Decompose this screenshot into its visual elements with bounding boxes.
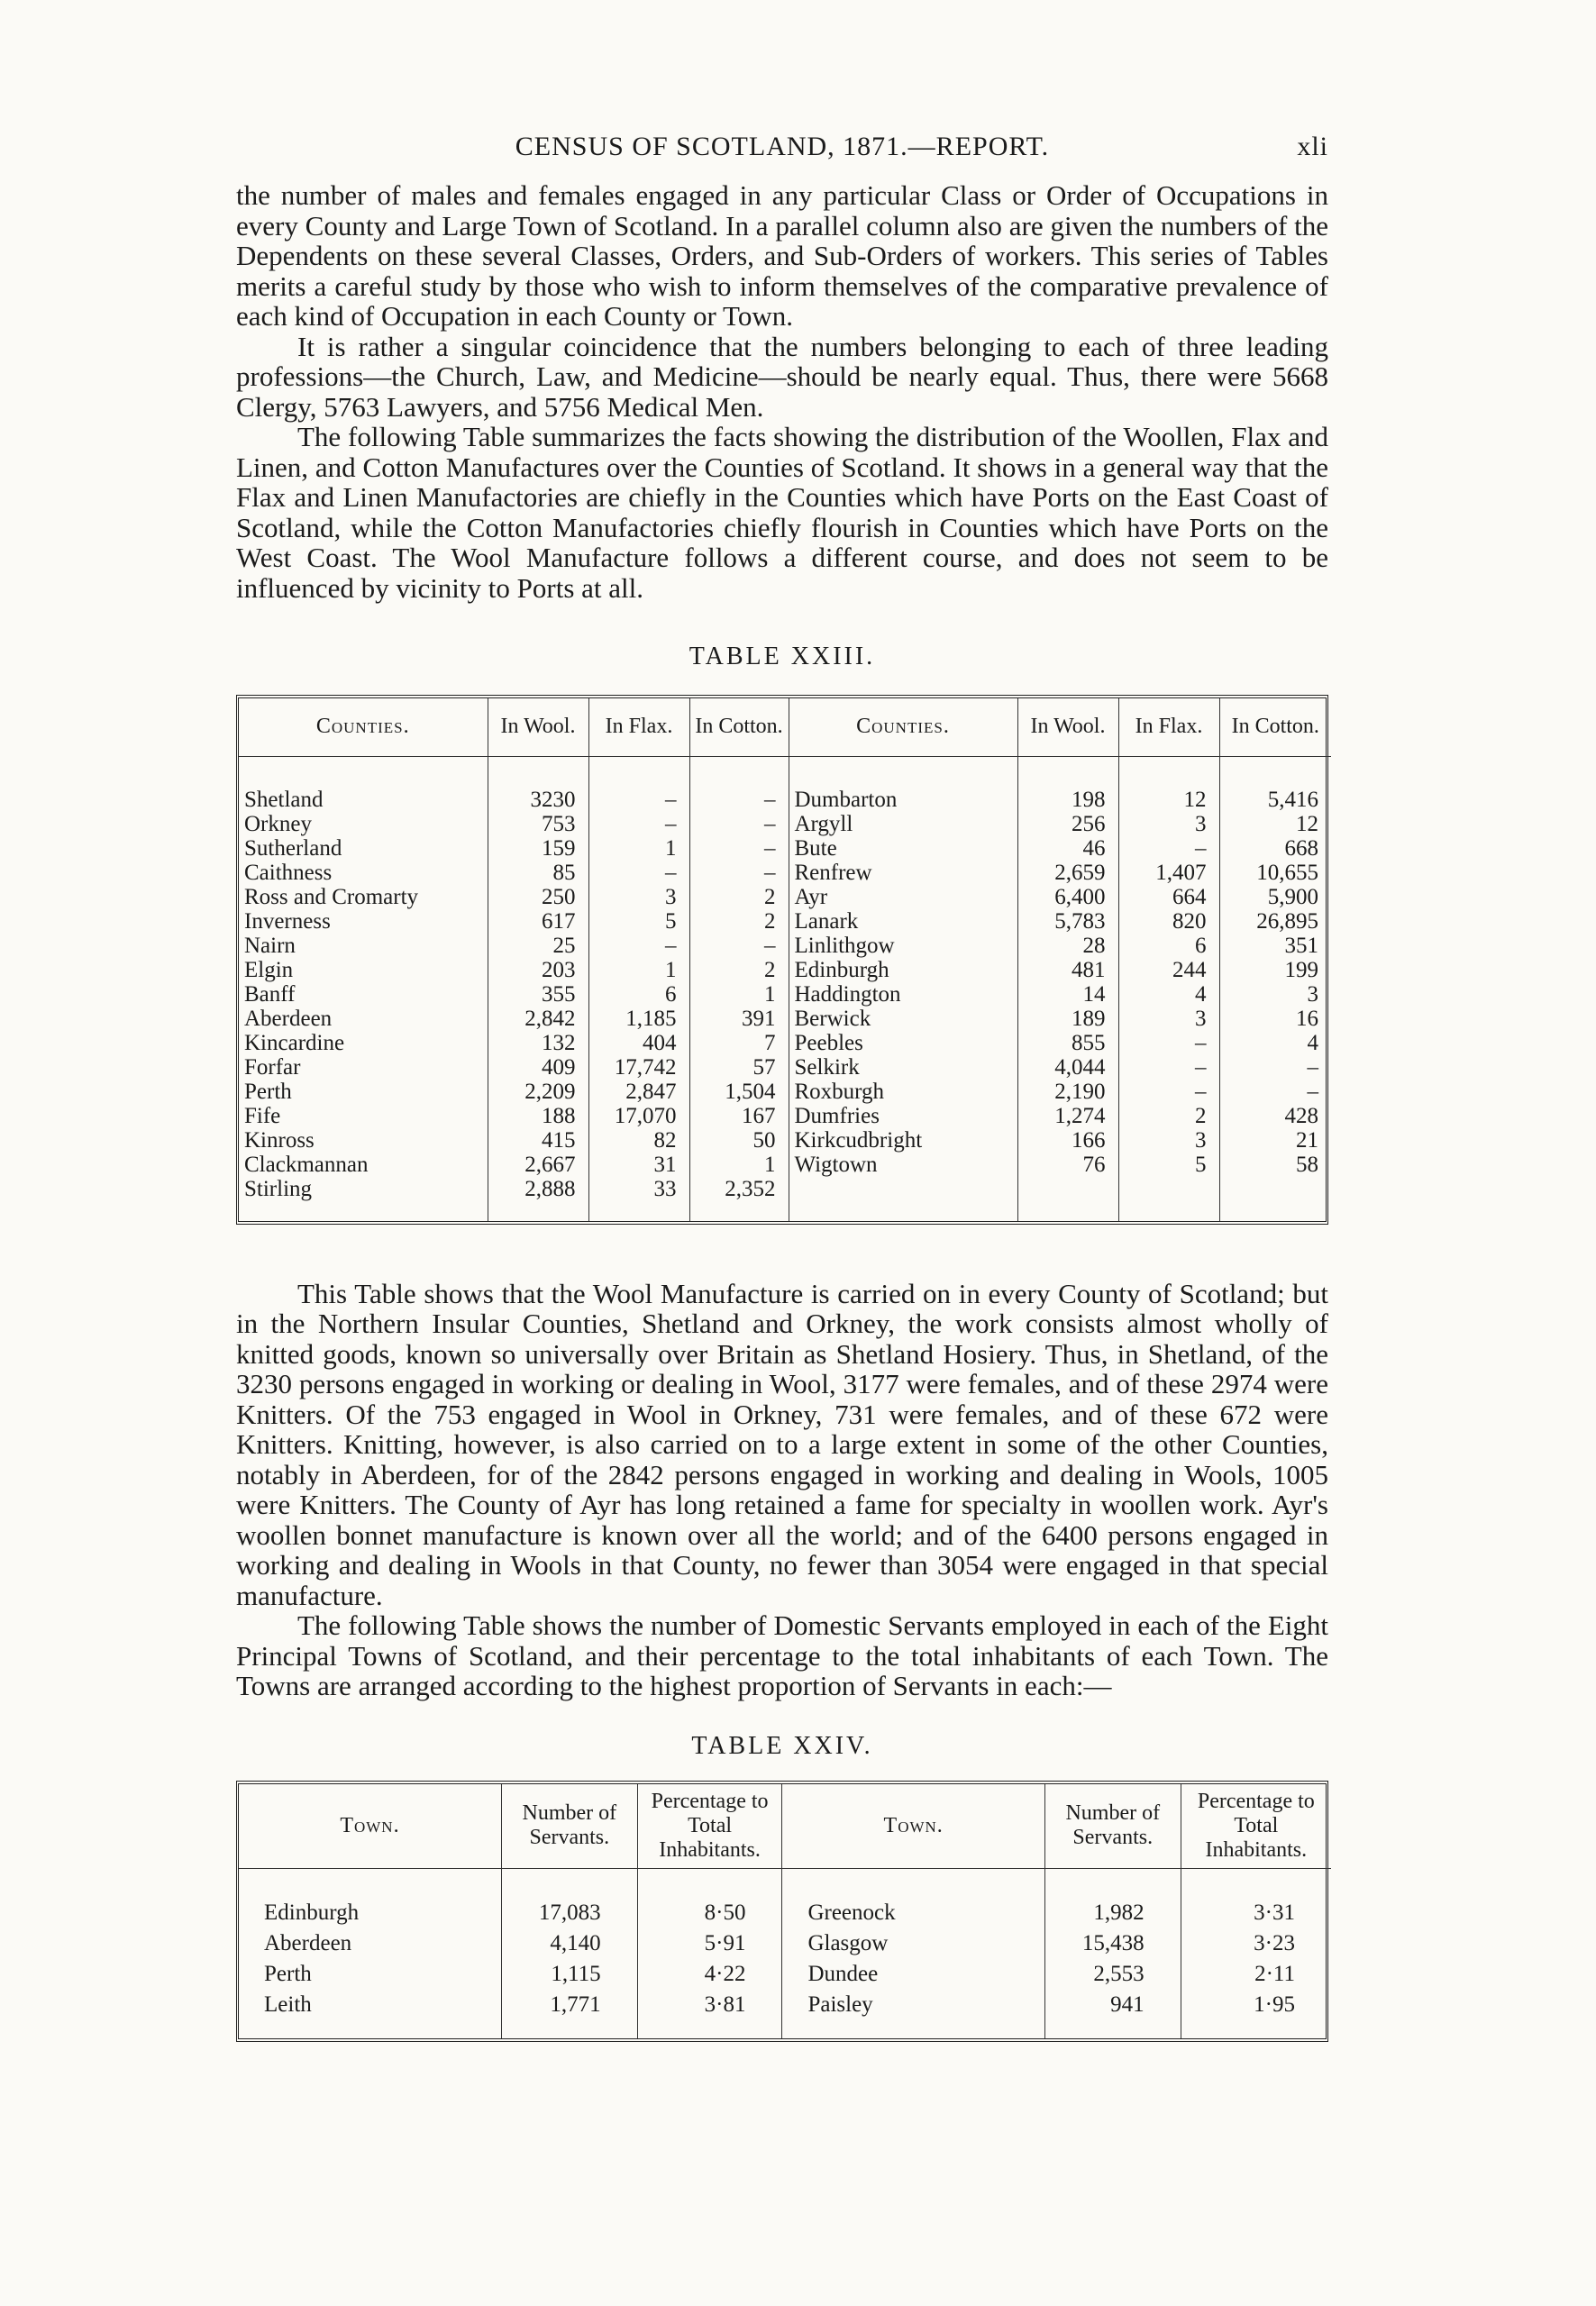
table-row xyxy=(239,1080,1331,1104)
flax-count: 3 xyxy=(1118,812,1219,836)
wool-count: 5,783 xyxy=(1017,909,1118,934)
running-title: CENSUS OF SCOTLAND, 1871.—REPORT. xyxy=(515,132,1050,161)
town-name: Leith xyxy=(264,1992,312,2017)
county-name: Peebles xyxy=(789,1031,1017,1055)
cotton-count: 428 xyxy=(1219,1104,1331,1128)
county-name: Edinburgh xyxy=(789,958,1017,982)
table-24-body xyxy=(239,1868,1331,2038)
flax-count: 5 xyxy=(588,909,689,934)
town-name: Glasgow xyxy=(782,1928,1044,1959)
flax-count: 33 xyxy=(588,1177,689,1221)
paragraph-3: The following Table summarizes the facts showing the distribution of the Woollen, Flax and Linen, and Cotton Manufactures over the Counties of Scotland. It shows in a general way that the Flax and Linen Manufactories are chiefly in the Counties which have Ports on the East Coast of Scotland, while the Cotton Manufactories chiefly flourish in Counties which have Ports on the West Coast. The Wool Manufacture follows a different course, and does not seem to be influenced by vicinity to Ports at all. xyxy=(236,421,1328,604)
wool-count: 256 xyxy=(1017,812,1118,836)
cotton-count: 5,900 xyxy=(1219,885,1331,909)
cotton-count: – xyxy=(689,934,789,958)
county-name: Sutherland xyxy=(244,835,342,861)
percentage-value: 3·81 xyxy=(637,1990,782,2038)
wool-count: 203 xyxy=(488,958,588,982)
county-name: Kirkcudbright xyxy=(789,1128,1017,1153)
table-row xyxy=(239,1007,1331,1031)
servants-count: 15,438 xyxy=(1044,1928,1181,1959)
cotton-count: 167 xyxy=(689,1104,789,1128)
flax-count: 664 xyxy=(1118,885,1219,909)
table-row xyxy=(239,1868,1331,1928)
cotton-count: 668 xyxy=(1219,836,1331,861)
wool-count: 617 xyxy=(488,909,588,934)
flax-count: – xyxy=(588,934,689,958)
table-row xyxy=(239,1153,1331,1177)
wool-count: 46 xyxy=(1017,836,1118,861)
running-head xyxy=(236,126,1328,180)
percentage-value: 3·31 xyxy=(1181,1868,1331,1928)
table-23-header-row xyxy=(239,698,1331,756)
flax-count: 17,070 xyxy=(588,1104,689,1128)
county-name: Orkney xyxy=(244,811,312,836)
wool-count: 2,190 xyxy=(1017,1080,1118,1104)
table-23 xyxy=(239,698,1331,1221)
county-name: Lanark xyxy=(789,909,1017,934)
flax-count: 82 xyxy=(588,1128,689,1153)
table-row xyxy=(239,1928,1331,1959)
county-name: Caithness xyxy=(244,860,333,885)
table-row xyxy=(239,861,1331,885)
wool-count: 3230 xyxy=(488,756,588,812)
cotton-count: 12 xyxy=(1219,812,1331,836)
wool-count: 2,209 xyxy=(488,1080,588,1104)
table-23-frame xyxy=(236,695,1328,1225)
cotton-count: 199 xyxy=(1219,958,1331,982)
county-name: Ross and Cromarty xyxy=(244,884,419,909)
county-name: Nairn xyxy=(244,933,296,958)
paragraph-2: It is rather a singular coincidence that the numbers belonging to each of three leading professions—the Church, Law, and Medicine—should be nearly equal. Thus, there were 5668 Clergy, 5763 Lawyers, and 5756 Medical Men. xyxy=(236,330,1328,423)
flax-count: – xyxy=(1118,1031,1219,1055)
wool-count: 855 xyxy=(1017,1031,1118,1055)
wool-count: 28 xyxy=(1017,934,1118,958)
wool-count: 85 xyxy=(488,861,588,885)
table-row xyxy=(239,934,1331,958)
wool-count: 6,400 xyxy=(1017,885,1118,909)
wool-count: 159 xyxy=(488,836,588,861)
wool-count: 753 xyxy=(488,812,588,836)
flax-count: 820 xyxy=(1118,909,1219,934)
county-name: Elgin xyxy=(244,957,294,982)
cotton-count: 391 xyxy=(689,1007,789,1031)
table-row xyxy=(239,812,1331,836)
table-row xyxy=(239,1104,1331,1128)
table-row xyxy=(239,756,1331,812)
percentage-value: 2·11 xyxy=(1181,1959,1331,1990)
table-row xyxy=(239,982,1331,1007)
cotton-count: 57 xyxy=(689,1055,789,1080)
table-24-frame xyxy=(236,1781,1328,2042)
county-name: Dumbarton xyxy=(789,756,1017,812)
servants-count: 941 xyxy=(1044,1990,1181,2038)
flax-count: 1 xyxy=(588,958,689,982)
county-name: Bute xyxy=(789,836,1017,861)
county-name: Inverness xyxy=(244,908,331,934)
county-name: Clackmannan xyxy=(244,1152,369,1177)
town-name: Aberdeen xyxy=(264,1930,352,1955)
table-24-title: TABLE XXIV. xyxy=(691,1731,873,1760)
wool-count: 481 xyxy=(1017,958,1118,982)
flax-count: – xyxy=(588,812,689,836)
cotton-count: – xyxy=(689,756,789,812)
cotton-count: – xyxy=(689,861,789,885)
cotton-count: 10,655 xyxy=(1219,861,1331,885)
table-row xyxy=(239,1055,1331,1080)
percentage-value: 4·22 xyxy=(637,1959,782,1990)
flax-count: 3 xyxy=(1118,1128,1219,1153)
county-name: Banff xyxy=(244,981,296,1007)
wool-count: 355 xyxy=(488,982,588,1007)
servants-count: 1,982 xyxy=(1044,1868,1181,1928)
wool-count: 25 xyxy=(488,934,588,958)
county-name: Kinross xyxy=(244,1127,315,1153)
wool-count: 76 xyxy=(1017,1153,1118,1177)
paragraph-5: The following Table shows the number of Domestic Servants employed in each of the Eight Principal Towns of Scotland, and their percentage to the total inhabitants of each Town. The Towns are arranged according to the highest proportion of Servants in each:— xyxy=(236,1609,1328,1701)
page xyxy=(236,126,1328,2042)
cotton-count: 2 xyxy=(689,958,789,982)
cotton-count: 3 xyxy=(1219,982,1331,1007)
col-header-town-2: Town. xyxy=(782,1784,1044,1869)
cotton-count: 1,504 xyxy=(689,1080,789,1104)
flax-count: 6 xyxy=(588,982,689,1007)
cotton-count: – xyxy=(689,812,789,836)
county-name: Perth xyxy=(244,1079,292,1104)
servants-count: 17,083 xyxy=(501,1868,637,1928)
cotton-count: 50 xyxy=(689,1128,789,1153)
county-name: Linlithgow xyxy=(789,934,1017,958)
county-name: Argyll xyxy=(789,812,1017,836)
flax-count: – xyxy=(1118,1080,1219,1104)
wool-count: 2,659 xyxy=(1017,861,1118,885)
cotton-count: 1 xyxy=(689,982,789,1007)
table-row xyxy=(239,1990,1331,2038)
flax-count: 3 xyxy=(1118,1007,1219,1031)
table-row xyxy=(239,1128,1331,1153)
col-header-servants: Number of Servants. xyxy=(501,1784,637,1869)
cotton-count: 2 xyxy=(689,885,789,909)
col-header-town: Town. xyxy=(239,1784,501,1869)
county-name: Dumfries xyxy=(789,1104,1017,1128)
wool-count: 188 xyxy=(488,1104,588,1128)
cotton-count: 351 xyxy=(1219,934,1331,958)
percentage-value: 5·91 xyxy=(637,1928,782,1959)
flax-count: 1 xyxy=(588,836,689,861)
county-name: Shetland xyxy=(244,787,324,812)
county-name: Berwick xyxy=(789,1007,1017,1031)
col-header-servants-2: Number of Servants. xyxy=(1044,1784,1181,1869)
table-row xyxy=(239,958,1331,982)
flax-count: 6 xyxy=(1118,934,1219,958)
wool-count: 250 xyxy=(488,885,588,909)
col-header-flax: In Flax. xyxy=(588,698,689,756)
flax-count: 3 xyxy=(588,885,689,909)
county-name: Ayr xyxy=(789,885,1017,909)
table-row xyxy=(239,1177,1331,1221)
county-name: Kincardine xyxy=(244,1030,345,1055)
flax-count: – xyxy=(1118,1055,1219,1080)
col-header-percentage-2: Percentage to Total Inhabitants. xyxy=(1181,1784,1331,1869)
wool-count: 409 xyxy=(488,1055,588,1080)
cotton-count: – xyxy=(1219,1080,1331,1104)
flax-count: 31 xyxy=(588,1153,689,1177)
col-header-percentage: Percentage to Total Inhabitants. xyxy=(637,1784,782,1869)
wool-count: 2,842 xyxy=(488,1007,588,1031)
cotton-count: 4 xyxy=(1219,1031,1331,1055)
percentage-value: 8·50 xyxy=(637,1868,782,1928)
flax-count: 2,847 xyxy=(588,1080,689,1104)
cotton-count: 2,352 xyxy=(689,1177,789,1221)
col-header-flax-2: In Flax. xyxy=(1118,698,1219,756)
percentage-value: 3·23 xyxy=(1181,1928,1331,1959)
col-header-counties-2: Counties. xyxy=(789,698,1017,756)
town-name: Dundee xyxy=(782,1959,1044,1990)
cotton-count: 21 xyxy=(1219,1128,1331,1153)
cotton-count: 1 xyxy=(689,1153,789,1177)
wool-count: 4,044 xyxy=(1017,1055,1118,1080)
wool-count: 2,888 xyxy=(488,1177,588,1221)
cotton-count: 16 xyxy=(1219,1007,1331,1031)
table-24-header-row xyxy=(239,1784,1331,1869)
servants-count: 2,553 xyxy=(1044,1959,1181,1990)
table-23-title: TABLE XXIII. xyxy=(689,643,876,670)
table-23-body xyxy=(239,756,1331,1221)
flax-count xyxy=(1118,1177,1219,1221)
wool-count: 14 xyxy=(1017,982,1118,1007)
flax-count: 2 xyxy=(1118,1104,1219,1128)
county-name: Selkirk xyxy=(789,1055,1017,1080)
county-name xyxy=(789,1177,1017,1221)
col-header-counties: Counties. xyxy=(239,698,488,756)
flax-count: 244 xyxy=(1118,958,1219,982)
cotton-count xyxy=(1219,1177,1331,1221)
county-name: Aberdeen xyxy=(244,1006,333,1031)
town-name: Greenock xyxy=(782,1868,1044,1928)
cotton-count: – xyxy=(689,836,789,861)
town-name: Perth xyxy=(264,1961,312,1986)
col-header-cotton: In Cotton. xyxy=(689,698,789,756)
flax-count: 1,185 xyxy=(588,1007,689,1031)
flax-count: 4 xyxy=(1118,982,1219,1007)
paragraph-4: This Table shows that the Wool Manufacture is carried on in every County of Scotland; but in the Northern Insular Counties, Shetland and Orkney, the work consists almost wholly of knitted goods, known so universally over Britain as Shetland Hosiery. Thus, in Shetland, of the 3230 persons engaged in working or dealing in Wool, 3177 were females, and of these 2974 were Knitters. Of the 753 engaged in Wool in Orkney, 731 were females, and of these 672 were Knitters. Knitting, however, is also carried on to a large extent in some of the other Counties, notably in Aberdeen, for of the 2842 persons engaged in working and dealing in Wools, 1005 were Knitters. The County of Ayr has long retained a fame for specialty in woollen work. Ayr's woollen bonnet manufacture is known over all the world; and of the 6400 persons engaged in working and dealing in Wools in that County, no fewer than 3054 were engaged in that special manufacture. xyxy=(236,1277,1328,1611)
town-name: Edinburgh xyxy=(264,1900,360,1925)
table-24 xyxy=(239,1784,1331,2038)
table-row xyxy=(239,909,1331,934)
table-row xyxy=(239,1031,1331,1055)
cotton-count: – xyxy=(1219,1055,1331,1080)
county-name: Wigtown xyxy=(789,1153,1017,1177)
col-header-cotton-2: In Cotton. xyxy=(1219,698,1331,756)
servants-count: 4,140 xyxy=(501,1928,637,1959)
cotton-count: 2 xyxy=(689,909,789,934)
county-name: Renfrew xyxy=(789,861,1017,885)
wool-count xyxy=(1017,1177,1118,1221)
wool-count: 415 xyxy=(488,1128,588,1153)
county-name: Roxburgh xyxy=(789,1080,1017,1104)
wool-count: 166 xyxy=(1017,1128,1118,1153)
flax-count: 17,742 xyxy=(588,1055,689,1080)
flax-count: – xyxy=(588,861,689,885)
county-name: Forfar xyxy=(244,1054,301,1080)
wool-count: 189 xyxy=(1017,1007,1118,1031)
percentage-value: 1·95 xyxy=(1181,1990,1331,2038)
cotton-count: 5,416 xyxy=(1219,756,1331,812)
wool-count: 132 xyxy=(488,1031,588,1055)
flax-count: 12 xyxy=(1118,756,1219,812)
page-number: xli xyxy=(1297,132,1328,161)
cotton-count: 26,895 xyxy=(1219,909,1331,934)
wool-count: 2,667 xyxy=(488,1153,588,1177)
flax-count: 5 xyxy=(1118,1153,1219,1177)
town-name: Paisley xyxy=(782,1990,1044,2038)
col-header-wool: In Wool. xyxy=(488,698,588,756)
cotton-count: 58 xyxy=(1219,1153,1331,1177)
county-name: Fife xyxy=(244,1103,281,1128)
flax-count: 404 xyxy=(588,1031,689,1055)
flax-count: – xyxy=(588,756,689,812)
table-row xyxy=(239,836,1331,861)
wool-count: 198 xyxy=(1017,756,1118,812)
col-header-wool-2: In Wool. xyxy=(1017,698,1118,756)
cotton-count: 7 xyxy=(689,1031,789,1055)
table-row xyxy=(239,1959,1331,1990)
servants-count: 1,771 xyxy=(501,1990,637,2038)
county-name: Stirling xyxy=(244,1176,313,1201)
flax-count: 1,407 xyxy=(1118,861,1219,885)
flax-count: – xyxy=(1118,836,1219,861)
wool-count: 1,274 xyxy=(1017,1104,1118,1128)
county-name: Haddington xyxy=(789,982,1017,1007)
servants-count: 1,115 xyxy=(501,1959,637,1990)
paragraph-1: the number of males and females engaged in any particular Class or Order of Occupations in every County and Large Town of Scotland. In a parallel column also are given the numbers of the Dependents on these several Classes, Orders, and Sub-Orders of workers. This series of Tables merits a careful study by those who wish to inform themselves of the comparative prevalence of each kind of Occupation in each County or Town. xyxy=(236,179,1328,332)
table-row xyxy=(239,885,1331,909)
